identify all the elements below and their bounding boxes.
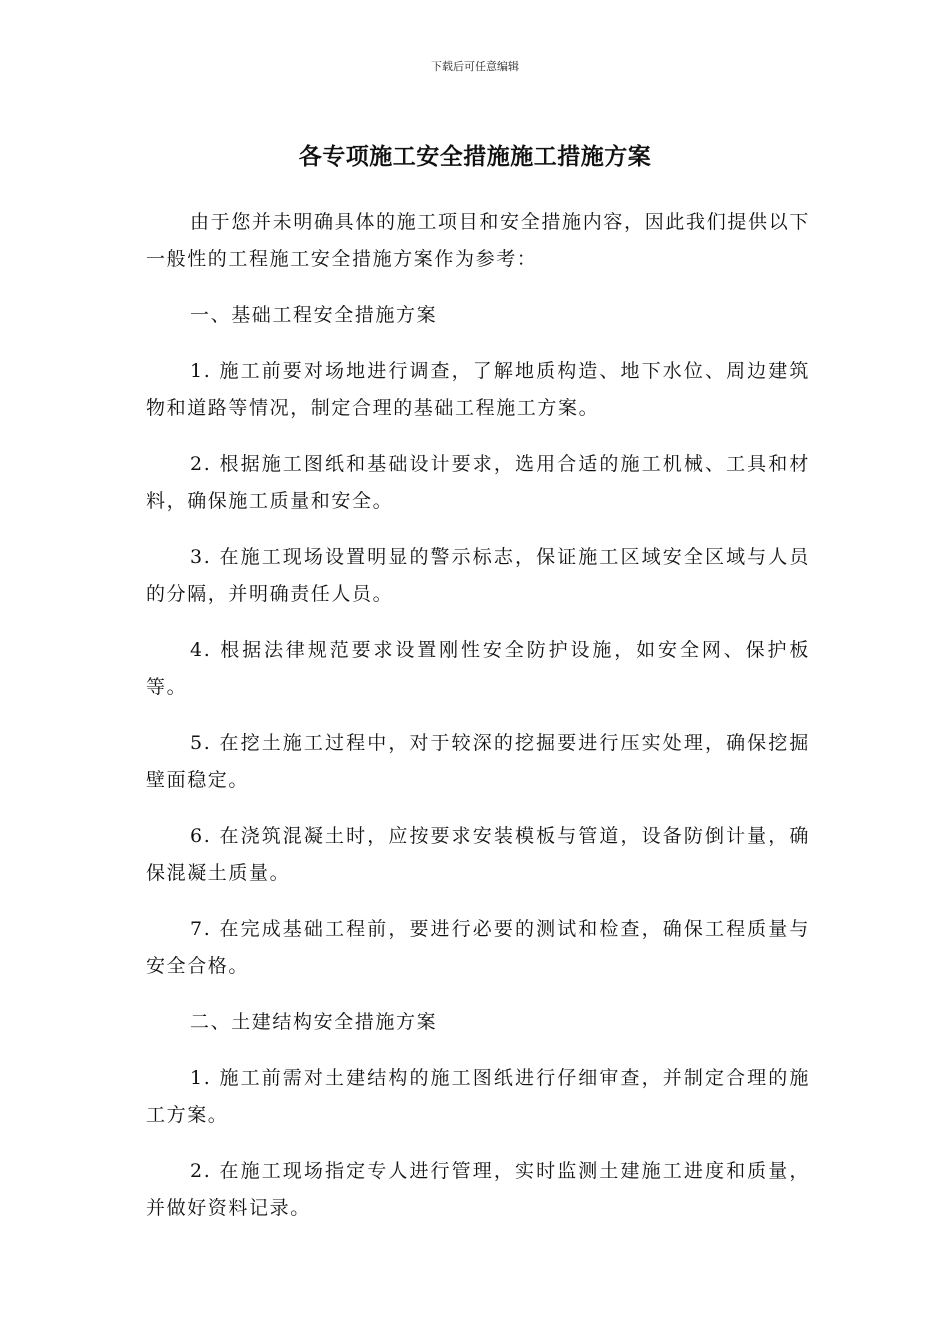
list-item: 1. 施工前要对场地进行调查，了解地质构造、地下水位、周边建筑物和道路等情况，制定合理的基础工程施工方案。 — [146, 360, 810, 419]
list-item: 3. 在施工现场设置明显的警示标志，保证施工区域安全区域与人员的分隔，并明确责任人员。 — [146, 546, 810, 605]
intro-paragraph: 由于您并未明确具体的施工项目和安全措施内容，因此我们提供以下一般性的工程施工安全措施方案作为参考： — [146, 211, 810, 270]
document-body — [146, 204, 810, 1246]
list-item: 4. 根据法律规范要求设置刚性安全防护设施，如安全网、保护板等。 — [146, 639, 810, 698]
section-heading-foundation: 一、基础工程安全措施方案 — [190, 304, 438, 326]
header-note: 下载后可任意编辑 — [431, 60, 519, 73]
list-item: 7. 在完成基础工程前，要进行必要的测试和检查，确保工程质量与安全合格。 — [146, 918, 810, 977]
list-item: 2. 在施工现场指定专人进行管理，实时监测土建施工进度和质量，并做好资料记录。 — [146, 1160, 810, 1219]
section-heading-structure: 二、土建结构安全措施方案 — [190, 1011, 438, 1033]
list-item: 6. 在浇筑混凝土时，应按要求安装模板与管道，设备防倒计量，确保混凝土质量。 — [146, 825, 810, 884]
list-item: 1. 施工前需对土建结构的施工图纸进行仔细审查，并制定合理的施工方案。 — [146, 1067, 810, 1126]
list-item: 5. 在挖土施工过程中，对于较深的挖掘要进行压实处理，确保挖掘壁面稳定。 — [146, 732, 810, 791]
document-title: 各专项施工安全措施施工措施方案 — [298, 144, 652, 170]
list-item: 2. 根据施工图纸和基础设计要求，选用合适的施工机械、工具和材料，确保施工质量和安全。 — [146, 453, 810, 512]
